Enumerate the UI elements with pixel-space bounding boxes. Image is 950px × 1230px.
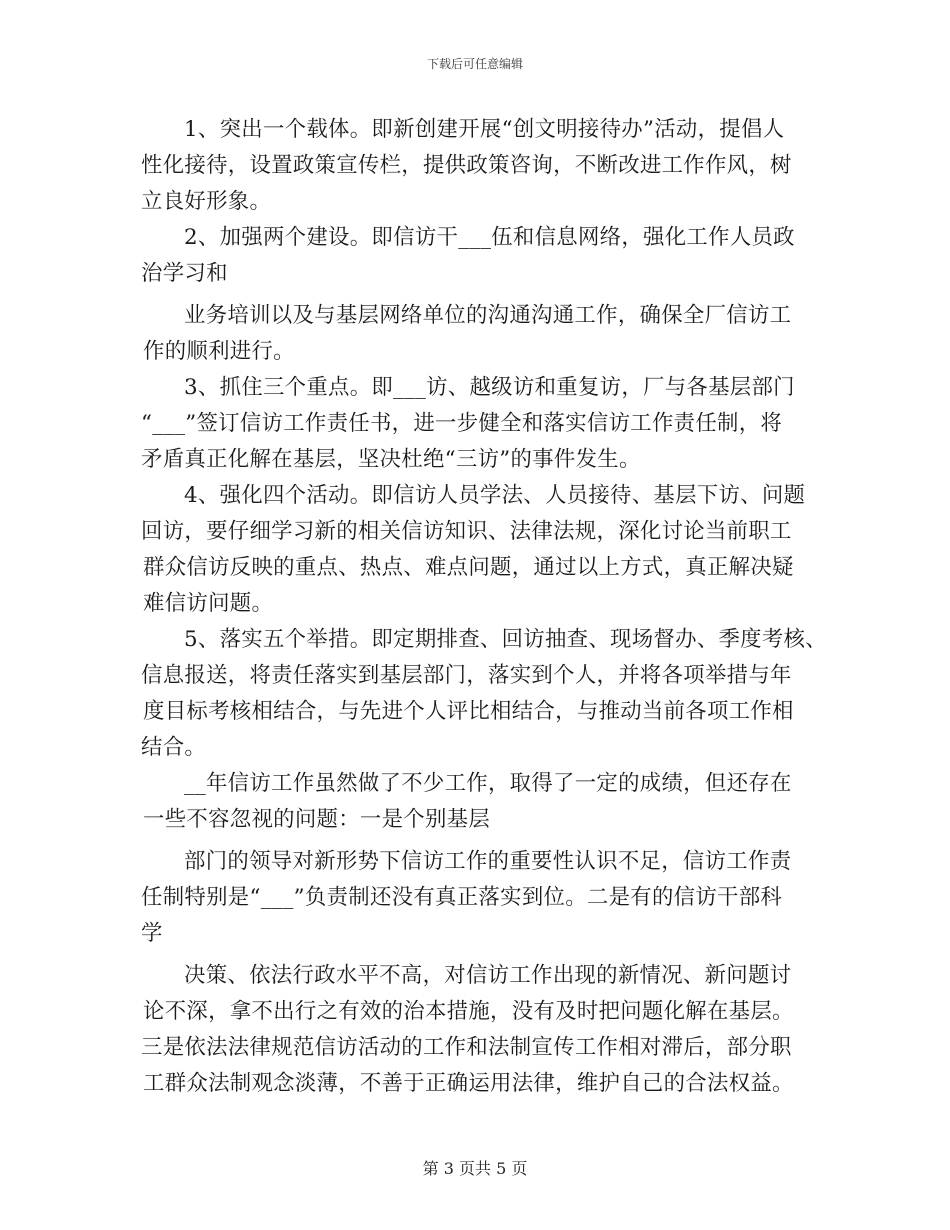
text-line: 2、加强两个建设。即信访干___伍和信息网络，强化工作人员政 (184, 225, 795, 250)
text-line: 信息报送，将责任落实到基层部门，落实到个人，并将各项举措与年 (141, 663, 792, 688)
text-line: 度目标考核相结合，与先进个人评比相结合，与推动当前各项工作相 (143, 699, 794, 724)
text-line: 5、落实五个举措。即定期排查、回访抽查、现场督办、季度考核、 (184, 627, 827, 652)
page-footer: 第 3 页共 5 页 (422, 1159, 528, 1178)
text-line: 作的顺利进行。 (143, 339, 295, 364)
text-line: 矛盾真正化解在基层，坚决杜绝“三访”的事件发生。 (141, 447, 641, 472)
text-line: 工群众法制观念淡薄，不善于正确运用法律，维护自己的合法权益。 (143, 1071, 794, 1096)
text-line: 1、突出一个载体。即新创建开展“创文明接待办”活动，提倡人 (184, 117, 785, 142)
text-line: 业务培训以及与基层网络单位的沟通沟通工作，确保全厂信访工 (184, 303, 792, 328)
text-line: 学 (141, 921, 163, 946)
text-line: 决策、依法行政水平不高，对信访工作出现的新情况、新问题讨 (184, 963, 792, 988)
text-line: 任制特别是“___”负责制还没有真正落实到位。二是有的信访干部科 (141, 885, 783, 910)
text-line: 一些不容忽视的问题：一是个别基层 (143, 807, 491, 832)
text-line: 治学习和 (141, 261, 228, 286)
text-line: 难信访问题。 (143, 591, 274, 616)
text-line: 性化接待，设置政策宣传栏，提供政策咨询，不断改进工作作风，树 (141, 153, 792, 178)
text-line: 三是依法法律规范信访活动的工作和法制宣传工作相对滞后，部分职 (141, 1035, 792, 1060)
page-header: 下载后可任意编辑 (426, 57, 523, 71)
text-line: 回访，要仔细学习新的相关信访知识、法律法规，深化讨论当前职工 (141, 519, 792, 544)
text-line: 部门的领导对新形势下信访工作的重要性认识不足，信访工作责 (184, 849, 792, 874)
text-line: 群众信访反映的重点、热点、难点问题，通过以上方式，真正解决疑 (143, 555, 794, 580)
text-line: 立良好形象。 (141, 189, 272, 214)
text-line: 论不深，拿不出行之有效的治本措施，没有及时把问题化解在基层。 (143, 999, 794, 1024)
text-line: __年信访工作虽然做了不少工作，取得了一定的成绩，但还存在 (184, 771, 792, 796)
text-line: 3、抓住三个重点。即___访、越级访和重复访，厂与各基层部门 (184, 375, 795, 400)
text-line: 4、强化四个活动。即信访人员学法、人员接待、基层下访、问题 (184, 483, 806, 508)
text-line: “___”签订信访工作责任书，进一步健全和落实信访工作责任制，将 (141, 411, 783, 436)
text-line: 结合。 (141, 735, 207, 760)
document-body (141, 112, 831, 1102)
